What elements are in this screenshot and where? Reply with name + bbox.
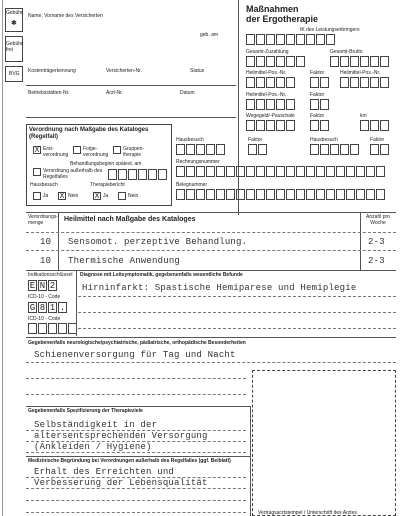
heilmittel-pos-2-label: Heilmittel-Pos.-Nr. xyxy=(340,70,381,76)
icd2-code[interactable] xyxy=(28,323,78,334)
patient-divider xyxy=(26,85,236,86)
icd1-char-4: . xyxy=(59,303,66,313)
besonderheiten-text: Schienenversorgung für Tag und Nacht xyxy=(34,350,236,360)
arztstempel-box[interactable] xyxy=(252,370,396,516)
icd1-char-3: 1 xyxy=(49,303,56,313)
stempel-divider xyxy=(250,406,251,516)
faktor-3-label: Faktor xyxy=(310,113,325,119)
begruendung-rule-2 xyxy=(26,488,246,489)
heilmittel-row-line-1 xyxy=(26,232,396,233)
betriebsstaette-label: Betriebsstätten-Nr. xyxy=(28,90,70,96)
icd1-code[interactable] xyxy=(28,302,68,313)
belegnummer-cells[interactable] xyxy=(176,189,386,200)
faktor-5-label: Faktor xyxy=(370,137,385,143)
therapiebericht-ja-checkbox[interactable]: X xyxy=(94,192,100,201)
ausserhalb-checkbox[interactable] xyxy=(33,168,41,176)
hausbesuch-2-label: Hausbesuch xyxy=(310,137,338,143)
diagnose-line-2 xyxy=(78,312,396,313)
gebuehr-label: Gebühr xyxy=(6,10,23,16)
gebuehr-mark-icon: ✱ xyxy=(11,20,17,27)
heilmittel-pos-1-cells[interactable] xyxy=(246,77,296,88)
therapiebericht-nein-label: Nein xyxy=(128,193,139,199)
verordnung-title-1: Verordnung nach Maßgabe des Kataloges xyxy=(29,127,149,133)
ausserhalb-label: Verordnung außerhalb des Regelfalles xyxy=(43,168,103,180)
heilmittel-bottom-line xyxy=(26,270,396,271)
heilmittel-row1-menge: 10 xyxy=(40,237,52,247)
hausbesuch-nein-label: Nein xyxy=(68,193,79,199)
faktor-1-label: Faktor xyxy=(310,70,325,76)
verordnungsmenge-label: Verordnungs-menge xyxy=(28,214,59,226)
gebuehr-box[interactable] xyxy=(5,8,23,32)
arztstempel-label: Vertragsarztstempel / Unterschrift des Arztes xyxy=(258,510,357,516)
heilmittel-row-line-2 xyxy=(26,250,396,251)
status-label: Status xyxy=(190,68,205,74)
diagnose-line-3 xyxy=(78,328,396,329)
form-title-line1: Maßnahmen xyxy=(246,4,299,14)
wegegeld-label: Wegegeld/-Pauschale xyxy=(246,113,295,119)
right-panel-divider xyxy=(238,0,239,215)
bvg-box[interactable] xyxy=(5,66,23,82)
gruppentherapie-checkbox[interactable] xyxy=(113,146,121,154)
begruendung-rule-1 xyxy=(26,477,246,478)
menge-column-line xyxy=(58,212,59,270)
name-label: Name, Vorname des Versicherten xyxy=(28,13,103,19)
ik-label: IK des Leistungserbringers xyxy=(300,27,360,33)
hausbesuch-1-label: Hausbesuch xyxy=(176,137,204,143)
therapieziele-top-line xyxy=(26,406,250,407)
ik-cells[interactable] xyxy=(246,34,336,45)
indikationsschluessel-code[interactable] xyxy=(28,280,58,291)
heilmittel-pos-3-label: Heilmittel-Pos.-Nr. xyxy=(246,92,287,98)
rechnungsnummer-cells[interactable] xyxy=(176,166,386,177)
therapieziele-rule-1 xyxy=(26,430,246,431)
gebuehr-frei-label: Gebühr frei xyxy=(6,41,23,53)
besonderheiten-line-3 xyxy=(26,394,246,395)
heilmittel-pos-3-cells[interactable] xyxy=(246,99,296,110)
therapieziele-label: Gegebenenfalls Spezifizierung der Therapieziele xyxy=(28,408,143,414)
heilmittel-row1-text: Sensomot. perzeptive Behandlung. xyxy=(68,237,248,247)
heilmittel-row2-text: Thermische Anwendung xyxy=(68,256,181,266)
begruendung-rule-4 xyxy=(26,512,246,513)
km-cells[interactable] xyxy=(360,120,390,131)
indikation-char-2: N xyxy=(39,281,46,291)
geb-label: geb. am xyxy=(200,32,219,38)
indikation-bottom-line xyxy=(26,337,396,338)
gesamt-brutto-label: Gesamt-Brutto xyxy=(330,49,363,55)
heilmittel-title: Heilmittel nach Maßgabe des Kataloges xyxy=(64,216,196,223)
icd1-label: ICD-10 - Code xyxy=(28,294,61,300)
belegnummer-label: Belegnummer xyxy=(176,182,208,188)
indikation-char-3: 2 xyxy=(49,281,56,291)
hausbesuch-2-cells[interactable] xyxy=(310,144,360,155)
anzahl-column-line xyxy=(360,212,361,270)
gesamt-zuzahlung-label: Gesamt-Zuzahlung xyxy=(246,49,289,55)
diagnose-text: Hirninfarkt: Spastische Hemiparese und Hemiplegie xyxy=(82,283,357,293)
faktor-4-cells[interactable] xyxy=(248,144,268,155)
therapieziele-rule-2 xyxy=(26,441,246,442)
besonderheiten-line-2 xyxy=(26,378,246,379)
datum-label: Datum xyxy=(180,90,195,96)
behandlungsbeginn-label: Behandlungsbeginn spätest. am xyxy=(70,161,142,167)
icd1-char-1: G xyxy=(29,303,36,313)
begruendung-rule-3 xyxy=(26,500,246,501)
anzahl-label: Anzahl pro Woche xyxy=(366,214,390,226)
heilmittel-row2-menge: 10 xyxy=(40,256,52,266)
icd2-label: ICD-10 - Code xyxy=(28,316,61,322)
begruendung-line-1: Erhalt des Erreichten und xyxy=(34,467,175,477)
faktor-4-label: Faktor xyxy=(248,137,263,143)
therapiebericht-ja-label: Ja xyxy=(103,193,109,199)
verordnung-title-2: (Regelfall) xyxy=(29,134,59,140)
therapieziele-line-3: (Ankleiden / Hygiene) xyxy=(34,442,152,452)
form-title-line2: der Ergotherapie xyxy=(246,14,319,24)
hausbesuch-ja-checkbox[interactable] xyxy=(33,192,41,200)
heilmittel-row1-anzahl: 2-3 xyxy=(368,237,385,247)
besonderheiten-line-1 xyxy=(26,362,396,363)
hausbesuch-1-cells[interactable] xyxy=(176,144,226,155)
faktor-3-cells[interactable] xyxy=(310,120,330,131)
indikation-char-1: E xyxy=(29,281,36,291)
diagnose-line-1 xyxy=(78,296,396,297)
brutto-cells[interactable] xyxy=(330,56,390,67)
faktor-2-cells[interactable] xyxy=(310,99,330,110)
faktor-1-cells[interactable] xyxy=(310,77,330,88)
folgeverordnung-checkbox[interactable] xyxy=(73,146,81,154)
diagnose-column-line xyxy=(76,270,77,336)
therapieziele-line-1: Selbständigkeit in der xyxy=(34,420,158,430)
hausbesuch-nein-checkbox[interactable]: X xyxy=(59,192,65,201)
versicherten-label: Versicherten-Nr. xyxy=(106,68,142,74)
begruendung-line-2: Verbesserung der Lebensqualität xyxy=(34,478,208,488)
begruendung-label: Medizinische Begründung bei Verordnungen außerhalb des Regelfalles (ggf. Beiblatt) xyxy=(28,458,231,464)
faktor-2-label: Faktor xyxy=(310,92,325,98)
hausbesuch-ja-label: Ja xyxy=(43,193,49,199)
erstverordnung-checkbox[interactable]: X xyxy=(34,146,40,155)
hausbesuch-label: Hausbesuch xyxy=(30,182,58,188)
therapieziele-rule-3 xyxy=(26,452,246,453)
faktor-5-cells[interactable] xyxy=(370,144,390,155)
bvg-label: BVG xyxy=(9,71,20,77)
besonderheiten-label: Gegebenenfalls neurologische/psychiatrische, pädiatrische, orthopädische Besonderheiten xyxy=(28,340,246,346)
therapiebericht-label: Therapiebericht xyxy=(90,182,125,188)
patient-bottom-line xyxy=(26,117,236,118)
kostentraeger-label: Kostenträgerkennung xyxy=(28,68,76,74)
heilmittel-pos-2-cells[interactable] xyxy=(340,77,390,88)
km-label: km xyxy=(360,113,367,119)
heilmittel-top-line xyxy=(26,212,396,213)
behandlungsbeginn-cells[interactable] xyxy=(108,169,168,180)
zuzahlung-cells[interactable] xyxy=(246,56,306,67)
heilmittel-pos-1-label: Heilmittel-Pos.-Nr. xyxy=(246,70,287,76)
rechnungsnummer-label: Rechnungsnummer xyxy=(176,159,220,165)
folgeverordnung-label: Folge-verordnung xyxy=(83,146,109,158)
gebuehr-frei-box[interactable] xyxy=(5,36,23,62)
begruendung-top-line xyxy=(26,456,250,457)
therapiebericht-nein-checkbox[interactable] xyxy=(118,192,126,200)
indikationsschluessel-label: Indikationsschlüssel xyxy=(28,272,73,278)
icd1-char-2: 8 xyxy=(39,303,46,313)
therapieziele-line-2: altersentsprechenden Versorgung xyxy=(34,431,208,441)
wegegeld-cells[interactable] xyxy=(246,120,296,131)
arzt-label: Arzt-Nr. xyxy=(106,90,123,96)
gruppentherapie-label: Gruppen-therapie xyxy=(123,146,145,158)
erstverordnung-label: Erst-verordnung xyxy=(43,146,69,158)
left-margin-line xyxy=(2,0,3,516)
diagnose-label: Diagnose mit Leitsymptomatik, gegebenenfalls wesentliche Befunde xyxy=(80,272,243,278)
heilmittel-row2-anzahl: 2-3 xyxy=(368,256,385,266)
